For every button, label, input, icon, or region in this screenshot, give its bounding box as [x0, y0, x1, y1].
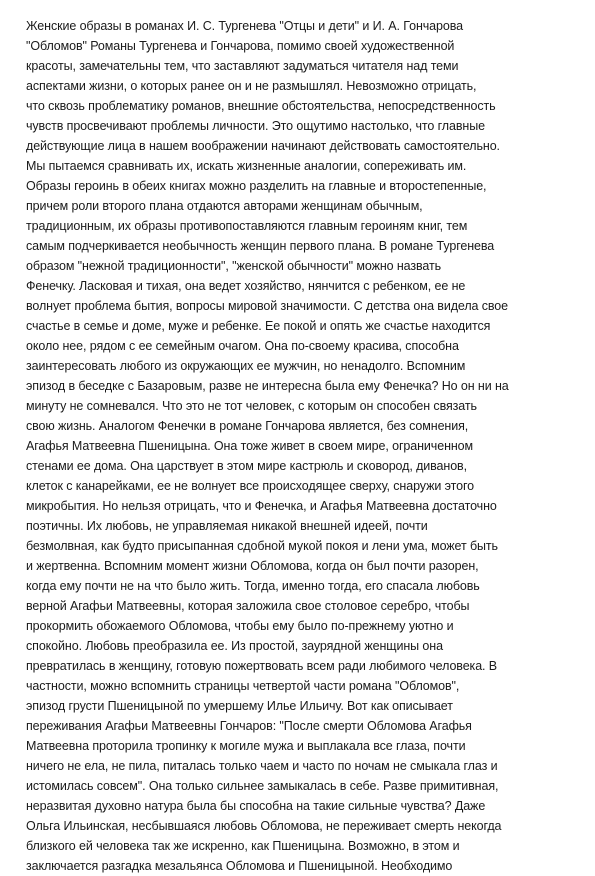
text-line: верной Агафьи Матвеевны, которая заложила свое столовое серебро, чтобы [26, 599, 470, 613]
text-line: минуту не сомневался. Что это не тот человек, с которым он способен связать [26, 399, 477, 413]
text-line: красоты, замечательны тем, что заставляют задуматься читателя над теми [26, 59, 459, 73]
text-line: близкого ей человека так же искренно, как Пшеницына. Возможно, в этом и [26, 839, 460, 853]
text-line: клеток с канарейками, ее не волнует все происходящее сверху, снаружи этого [26, 479, 474, 493]
text-line: ничего не ела, не пила, питалась только чаем и часто по ночам не смыкала глаз и [26, 759, 498, 773]
text-line: чувств просвечивают проблемы личности. Это ощутимо настолько, что главные [26, 119, 485, 133]
text-line: свою жизнь. Аналогом Фенечки в романе Гончарова является, без сомнения, [26, 419, 469, 433]
text-line: заинтересовать любого из окружающих ее мужчин, но ненадолго. Вспомним [26, 359, 466, 373]
text-line: Фенечку. Ласковая и тихая, она ведет хозяйство, нянчится с ребенком, ее не [26, 279, 466, 293]
text-line: образом "нежной традиционности", "женской обычности" можно назвать [26, 259, 442, 273]
text-line: Ольга Ильинская, несбывшаяся любовь Обломова, не переживает смерть некогда [26, 819, 502, 833]
text-line: микробытия. Но нельзя отрицать, что и Фенечка, и Агафья Матвеевна достаточно [26, 499, 497, 513]
text-line: стенами ее дома. Она царствует в этом мире кастрюль и сковород, диванов, [26, 459, 467, 473]
text-line: причем роли второго плана отдаются авторами женщинам обычным, [26, 199, 423, 213]
text-line: Женские образы в романах И. С. Тургенева "Отцы и дети" и И. А. Гончарова [26, 19, 463, 33]
text-line: что сквозь проблематику романов, внешние обстоятельства, непосредственность [26, 99, 496, 113]
text-line: аспектами жизни, о которых ранее он и не размышлял. Невозможно отрицать, [26, 79, 477, 93]
text-line: Агафья Матвеевна Пшеницына. Она тоже живет в своем мире, ограниченном [26, 439, 474, 453]
text-line: Мы пытаемся сравнивать их, искать жизненные аналогии, сопереживать им. [26, 159, 467, 173]
text-line: переживания Агафьи Матвеевны Гончаров: "После смерти Обломова Агафья [26, 719, 472, 733]
text-line: самым подчеркивается необычность женщин первого плана. В романе Тургенева [26, 239, 495, 253]
text-line: Образы героинь в обеих книгах можно разделить на главные и второстепенные, [26, 179, 487, 193]
text-line: "Обломов" Романы Тургенева и Гончарова, помимо своей художественной [26, 39, 455, 53]
text-line: счастье в семье и доме, муже и ребенке. Ее покой и опять же счастье находится [26, 319, 491, 333]
paragraph [26, 16, 576, 876]
text-line: прокормить обожаемого Обломова, чтобы ему было по-прежнему уютно и [26, 619, 454, 633]
text-line: волнует проблема бытия, вопросы мировой значимости. С детства она видела свое [26, 299, 509, 313]
text-line: эпизод грусти Пшеницыной по умершему Илье Ильичу. Вот как описывает [26, 699, 453, 713]
text-line: эпизод в беседке с Базаровым, разве не интересна была ему Фенечка? Но он ни на [26, 379, 509, 393]
document-body [26, 16, 576, 876]
text-line: безмолвная, как будто присыпанная сдобной мукой покоя и лени ума, может быть [26, 539, 498, 553]
text-line: когда ему почти не на что было жить. Тогда, именно тогда, его спасала любовь [26, 579, 480, 593]
text-line: заключается разгадка мезальянса Обломова и Пшеницыной. Необходимо [26, 859, 453, 873]
text-line: около нее, рядом с ее семейным очагом. Она по-своему красива, способна [26, 339, 459, 353]
text-line: спокойно. Любовь преобразила ее. Из простой, заурядной женщины она [26, 639, 443, 653]
text-line: неразвитая духовно натура была бы способна на такие сильные чувства? Даже [26, 799, 486, 813]
text-line: частности, можно вспомнить страницы четвертой части романа "Обломов", [26, 679, 460, 693]
text-line: превратилась в женщину, готовую пожертвовать всем ради любимого человека. В [26, 659, 498, 673]
text-line: традиционным, их образы противопоставляются главным героиням книг, тем [26, 219, 468, 233]
text-line: поэтичны. Их любовь, не управляемая никакой внешней идеей, почти [26, 519, 428, 533]
text-line: действующие лица в нашем воображении начинают действовать самостоятельно. [26, 139, 500, 153]
text-line: истомилась совсем". Она только сильнее замыкалась в себе. Разве примитивная, [26, 779, 499, 793]
text-line: и жертвенна. Вспомним момент жизни Обломова, когда он был почти разорен, [26, 559, 479, 573]
text-line: Матвеевна проторила тропинку к могиле мужа и выплакала все глаза, почти [26, 739, 466, 753]
